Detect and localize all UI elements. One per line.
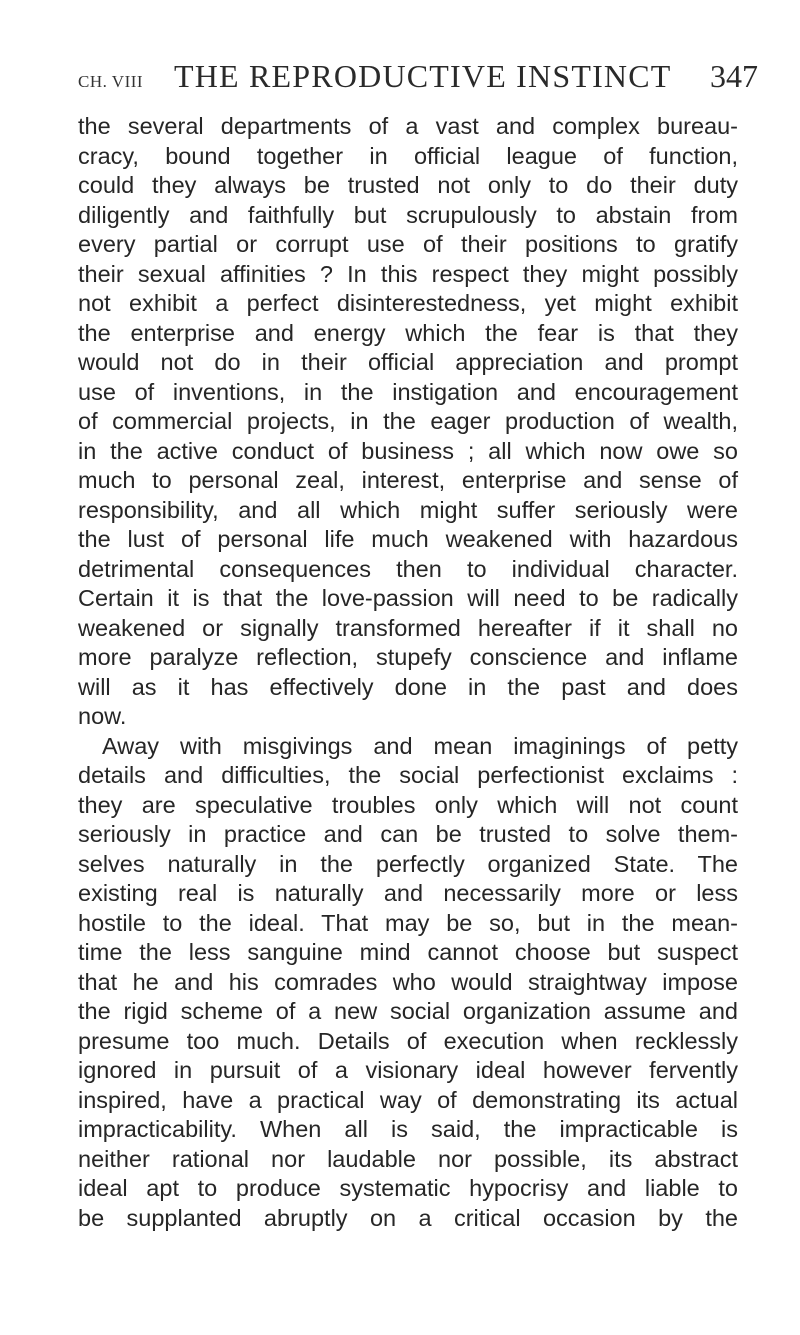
text-line: be supplanted abruptly on a critical occasion by the: [78, 1204, 738, 1231]
text-line: detrimental consequences then to individual character.: [78, 555, 738, 582]
text-line: cracy, bound together in official league of function,: [78, 142, 738, 169]
text-line: impracticability. When all is said, the impracticable is: [78, 1116, 738, 1142]
text-line: responsibility, and all which might suffer seriously were: [78, 496, 738, 523]
text-line: in the active conduct of business ; all which now owe so: [78, 437, 738, 464]
text-line: ignored in pursuit of a visionary ideal however fervently: [78, 1057, 738, 1083]
text-line: that he and his comrades who would straightway impose: [78, 968, 738, 995]
page-number: 347: [710, 58, 758, 94]
text-line: now.: [78, 703, 127, 729]
text-line: presume too much. Details of execution when recklessly: [78, 1027, 738, 1054]
text-line: seriously in practice and can be trusted to solve them-: [78, 821, 738, 847]
text-line: could they always be trusted not only to do their duty: [78, 172, 738, 198]
text-line: hostile to the ideal. That may be so, but in the mean-: [78, 909, 738, 936]
text-line: much to personal zeal, interest, enterprise and sense of: [78, 467, 738, 493]
text-line: the rigid scheme of a new social organization assume and: [78, 998, 738, 1024]
text-line: Away with misgivings and mean imaginings of petty: [102, 732, 738, 759]
text-line: every partial or corrupt use of their positions to gratify: [78, 231, 738, 257]
text-line: more paralyze reflection, stupefy conscience and inflame: [78, 644, 738, 670]
text-line: selves naturally in the perfectly organized State. The: [78, 850, 738, 877]
text-line: not exhibit a perfect disinterestedness, yet might exhibit: [78, 290, 738, 316]
text-line: Certain it is that the love-passion will need to be radically: [78, 585, 738, 611]
text-line: neither rational nor laudable nor possible, its abstract: [78, 1145, 738, 1172]
text-line: will as it has effectively done in the past and does: [78, 673, 738, 700]
text-line: details and difficulties, the social perfectionist exclaims :: [78, 762, 738, 788]
running-head: [78, 58, 758, 98]
text-line: of commercial projects, in the eager production of wealth,: [78, 408, 738, 434]
body-text: [78, 112, 738, 1233]
text-line: the several departments of a vast and complex bureau-: [78, 113, 738, 139]
running-title: THE REPRODUCTIVE INSTINCT: [174, 58, 672, 94]
text-line: time the less sanguine mind cannot choose but suspect: [78, 939, 738, 965]
text-line: use of inventions, in the instigation and encouragement: [78, 378, 738, 405]
chapter-label: CH. VIII: [78, 72, 144, 91]
text-line: the lust of personal life much weakened with hazardous: [78, 526, 738, 552]
text-line: diligently and faithfully but scrupulously to abstain from: [78, 201, 738, 228]
text-line: ideal apt to produce systematic hypocrisy and liable to: [78, 1175, 738, 1201]
text-line: existing real is naturally and necessarily more or less: [78, 880, 738, 906]
text-line: their sexual affinities ? In this respect they might possibly: [78, 260, 738, 287]
text-line: weakened or signally transformed hereafter if it shall no: [78, 614, 738, 641]
text-line: inspired, have a practical way of demonstrating its actual: [78, 1086, 738, 1113]
text-line: the enterprise and energy which the fear is that they: [78, 319, 738, 346]
text-line: they are speculative troubles only which will not count: [78, 791, 738, 818]
text-line: would not do in their official appreciation and prompt: [78, 349, 738, 375]
